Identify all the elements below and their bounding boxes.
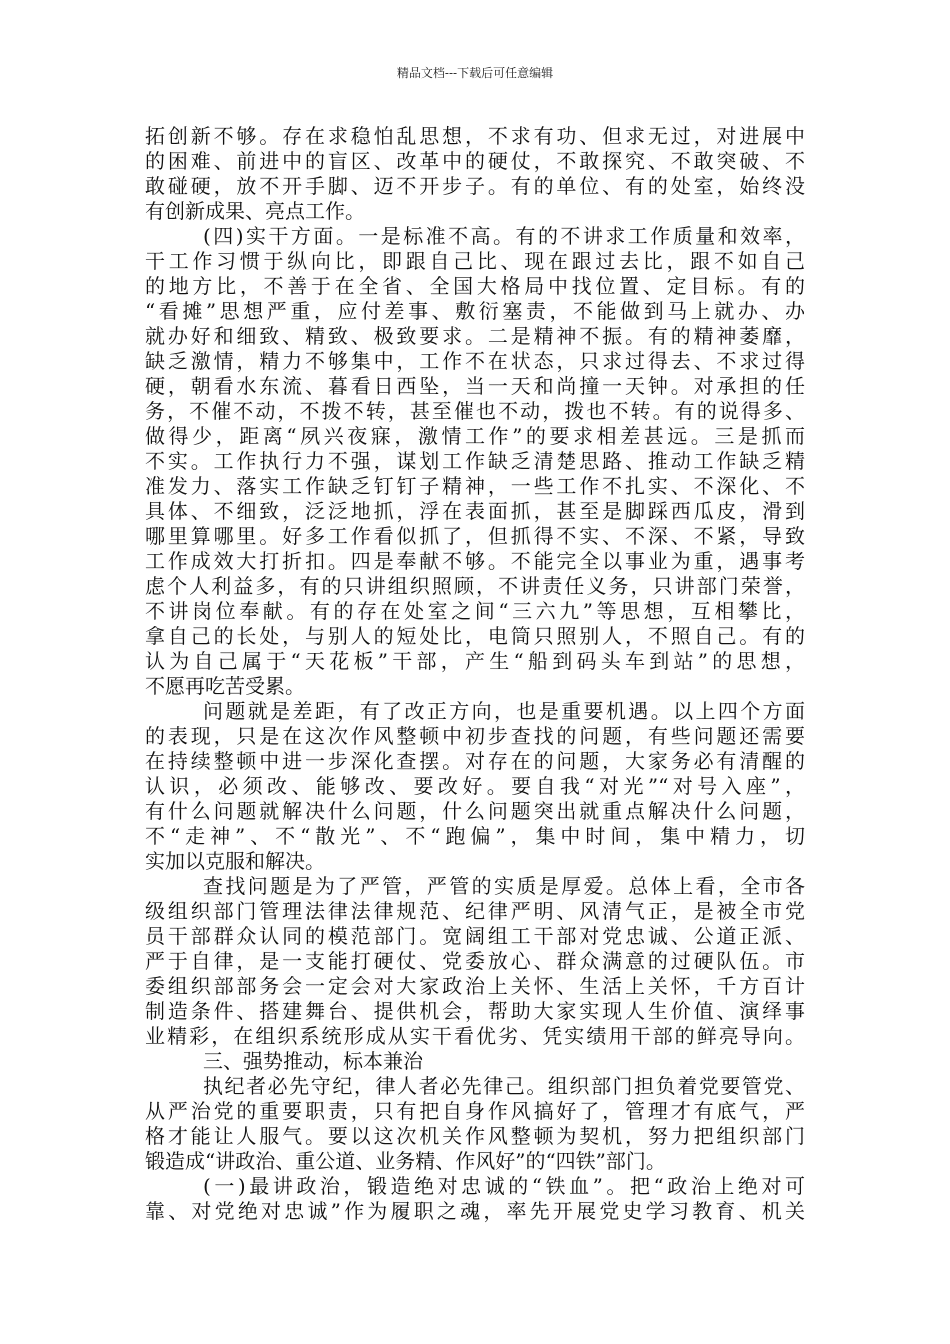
text-line: 的地方比，不善于在全省、全国大格局中找位置、定目标。有的 — [145, 274, 805, 298]
text-line: 实加以克服和解决。 — [145, 849, 325, 873]
text-line: 有创新成果、亮点工作。 — [145, 199, 365, 223]
text-line: 不实。工作执行力不强，谋划工作缺乏清楚思路、推动工作缺乏精 — [145, 449, 805, 473]
text-line: 的表现，只是在这次作风整顿中初步查找的问题，有些问题还需要 — [145, 724, 805, 748]
text-line: 准发力、落实工作缺乏钉钉子精神，一些工作不扎实、不深化、不 — [145, 474, 805, 498]
text-line: 工作成效大打折扣。四是奉献不够。不能完全以事业为重，遇事考 — [145, 549, 805, 573]
text-line: 有什么问题就解决什么问题，什么问题突出就重点解决什么问题， — [145, 799, 805, 823]
text-line: 拿自己的长处，与别人的短处比，电筒只照别人，不照自己。有的 — [145, 624, 805, 648]
text-line: 认识，必须改、能够改、要改好。要自我“对光”“对号入座”， — [145, 774, 805, 798]
text-line: 格才能让人服气。要以这次机关作风整顿为契机，努力把组织部门 — [145, 1124, 805, 1148]
document-body — [145, 124, 805, 1224]
text-line: 查找问题是为了严管，严管的实质是厚爱。总体上看，全市各 — [203, 874, 805, 898]
text-line: 缺乏激情，精力不够集中，工作不在状态，只求过得去、不求过得 — [145, 349, 805, 373]
text-line: 拓创新不够。存在求稳怕乱思想，不求有功、但求无过，对进展中 — [145, 124, 805, 148]
text-line: 委组织部部务会一定会对大家政治上关怀、生活上关怀，千方百计 — [145, 974, 805, 998]
text-line: 执纪者必先守纪，律人者必先律己。组织部门担负着党要管党、 — [203, 1074, 805, 1098]
text-line: 不“走神”、不“散光”、不“跑偏”，集中时间，集中精力，切 — [145, 824, 805, 848]
text-line: 务，不催不动，不拨不转，甚至催也不动，拨也不转。有的说得多、 — [145, 399, 805, 423]
text-line: 级组织部门管理法律法律规范、纪律严明、风清气正，是被全市党 — [145, 899, 805, 923]
text-line: (一)最讲政治，锻造绝对忠诚的“铁血”。把“政治上绝对可 — [203, 1174, 805, 1198]
text-line: 就办好和细致、精致、极致要求。二是精神不振。有的精神萎靡， — [145, 324, 805, 348]
text-line: “看摊”思想严重，应付差事、敷衍塞责，不能做到马上就办、办 — [145, 299, 805, 323]
text-line: 三、强势推动，标本兼治 — [203, 1049, 423, 1073]
text-line: 业精彩，在组织系统形成从实干看优劣、凭实绩用干部的鲜亮导向。 — [145, 1024, 805, 1048]
text-line: 严于自律，是一支能打硬仗、党委放心、群众满意的过硬队伍。市 — [145, 949, 805, 973]
text-line: 硬，朝看水东流、暮看日西坠，当一天和尚撞一天钟。对承担的任 — [145, 374, 805, 398]
page-header: 精品文档---下载后可任意编辑 — [396, 66, 554, 80]
text-line: 哪里算哪里。好多工作看似抓了，但抓得不实、不深、不紧，导致 — [145, 524, 805, 548]
text-line: 员干部群众认同的模范部门。宽阔组工干部对党忠诚、公道正派、 — [145, 924, 805, 948]
text-line: 的困难、前进中的盲区、改革中的硬仗，不敢探究、不敢突破、不 — [145, 149, 805, 173]
text-line: 制造条件、搭建舞台、提供机会，帮助大家实现人生价值、演绎事 — [145, 999, 805, 1023]
text-line: (四)实干方面。一是标准不高。有的不讲求工作质量和效率， — [203, 224, 805, 248]
text-line: 在持续整顿中进一步深化查摆。对存在的问题，大家务必有清醒的 — [145, 749, 805, 773]
text-line: 不讲岗位奉献。有的存在处室之间“三六九”等思想，互相攀比， — [145, 599, 805, 623]
text-line: 干工作习惯于纵向比，即跟自己比、现在跟过去比，跟不如自己 — [145, 249, 805, 273]
text-line: 做得少，距离“夙兴夜寐，激情工作”的要求相差甚远。三是抓而 — [145, 424, 805, 448]
text-line: 具体、不细致，泛泛地抓，浮在表面抓，甚至是脚踩西瓜皮，滑到 — [145, 499, 805, 523]
text-line: 不愿再吃苦受累。 — [145, 674, 305, 698]
text-line: 锻造成“讲政治、重公道、业务精、作风好”的“四铁”部门。 — [145, 1149, 666, 1173]
text-line: 认为自己属于“天花板”干部，产生“船到码头车到站”的思想， — [145, 649, 805, 673]
text-line: 虑个人利益多，有的只讲组织照顾，不讲责任义务，只讲部门荣誉， — [145, 574, 805, 598]
text-line: 敢碰硬，放不开手脚、迈不开步子。有的单位、有的处室，始终没 — [145, 174, 805, 198]
text-line: 从严治党的重要职责，只有把自身作风搞好了，管理才有底气，严 — [145, 1099, 805, 1123]
text-line: 靠、对党绝对忠诚”作为履职之魂，率先开展党史学习教育、机关 — [145, 1199, 805, 1223]
text-line: 问题就是差距，有了改正方向，也是重要机遇。以上四个方面 — [203, 699, 805, 723]
